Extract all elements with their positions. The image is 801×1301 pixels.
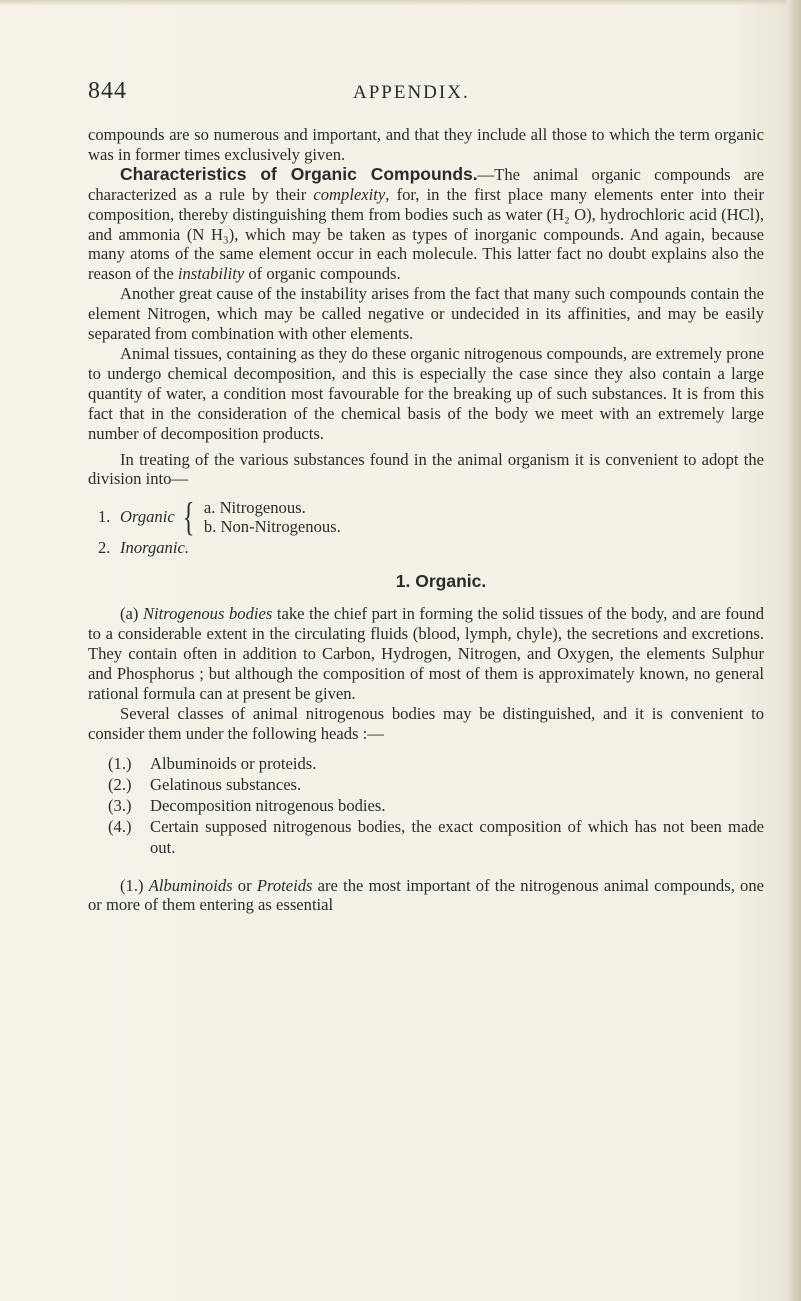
page-body [88, 125, 764, 915]
paragraph-characteristics [88, 165, 764, 284]
paragraph-animal-tissues: Animal tissues, containing as they do these organic nitrogenous compounds, are extremely prone to undergo chemical decomposition, and this is especially the case since they also contain a large quantity of water, a condition most favourable for the breaking up of such substances. It is from this fact that in the consideration of the chemical basis of the body we meet with an extremely large number of decomposition products. [88, 343, 764, 443]
page-header [88, 78, 764, 118]
characteristics-heading: Characteristics of Organic Compounds. [120, 163, 478, 184]
page-number: 844 [88, 78, 127, 104]
nitrogenous-lead: (a) [120, 604, 143, 624]
list-text: Gelatinous substances. [150, 774, 302, 794]
paragraph-continuation: compounds are so numerous and important, and that they include all those to which the term organic was in former times exclusively given. [88, 125, 764, 164]
instability-term: instability [177, 264, 245, 284]
list-marker: (4.) [108, 816, 132, 836]
running-head: APPENDIX. [353, 82, 470, 103]
paragraph-classes: Several classes of animal nitrogenous bodies may be distinguished, and it is convenient to consider them under the following heads :— [88, 703, 764, 743]
characteristics-text-c: of organic compounds. [244, 264, 401, 284]
nitrogenous-text: take the chief part in forming the solid tissues of the body, and are found to a considerable extent in the circulating fluids (blood, lymph, chyle), the secretions and excretions. They contain often in addition to Carbon, Hydrogen, Nitrogen, and Oxygen, the elements Sulphur and Phosphorus ; but although the composition of most of them is approximately known, no general rational formula can at present be given. [88, 604, 764, 703]
paragraph-nitrogenous-bodies [88, 604, 764, 704]
organic-label: Organic [120, 507, 175, 527]
brace-glyph: { [182, 494, 195, 540]
page-spine-shadow [787, 0, 801, 1301]
classification-organic [98, 494, 764, 540]
inorganic-number: 2. [98, 538, 111, 558]
characteristics-text-a: —The animal organic compounds are characterized as a rule by their [88, 164, 764, 204]
albuminoids-term: Albuminoids [148, 875, 233, 895]
list-item [108, 795, 764, 816]
division-classification [88, 494, 764, 559]
heads-list [88, 753, 764, 858]
classification-inorganic [98, 537, 764, 559]
list-text: Certain supposed nitrogenous bodies, the exact composition of which has not been made out. [150, 816, 764, 857]
inorganic-label: Inorganic. [120, 538, 189, 558]
list-marker: (1.) [108, 753, 132, 773]
list-item [108, 816, 764, 858]
list-text: Decomposition nitrogenous bodies. [150, 795, 386, 815]
list-marker: (2.) [108, 774, 132, 794]
albuminoids-lead: (1.) [120, 875, 149, 895]
proteids-term: Proteids [256, 875, 313, 895]
paragraph-division-intro: In treating of the various substances found in the animal organism it is convenient to adopt the division into— [88, 449, 764, 489]
list-marker: (3.) [108, 795, 132, 815]
page-top-edge [0, 0, 801, 6]
list-text: Albuminoids or proteids. [150, 753, 317, 773]
paragraph-albuminoids [88, 876, 764, 916]
spacer [88, 866, 764, 876]
albuminoids-text: are the most important of the nitrogenous animal compounds, one or more of them entering as essential [88, 875, 764, 915]
list-item [108, 774, 764, 795]
complexity-term: complexity [313, 184, 386, 204]
list-item [108, 753, 764, 774]
paragraph-instability-cause: Another great cause of the instability arises from the fact that many such compounds contain the element Nitrogen, which may be called negative or undecided in its affinities, and may be easily separated from combination with other elements. [88, 284, 764, 344]
section-title-organic: 1. Organic. [395, 571, 487, 592]
sub-non-nitrogenous: b. Non-Nitrogenous. [203, 517, 341, 537]
characteristics-text-b: , for, in the first place many elements enter into their composition, thereby distinguishing them from bodies such as water (H₂ O), hydrochloric acid (HCl), and ammonia (N H₃), which may be taken as types of inorganic compounds. And again, because many atoms of the same element occur in each molecule. This latter fact no doubt explains also the reason of the [88, 184, 764, 284]
sub-nitrogenous: a. Nitrogenous. [203, 498, 306, 518]
organic-number: 1. [98, 507, 111, 527]
organic-subdivisions [204, 498, 341, 536]
nitrogenous-term: Nitrogenous bodies [142, 604, 273, 624]
albuminoids-or: or [232, 875, 257, 895]
